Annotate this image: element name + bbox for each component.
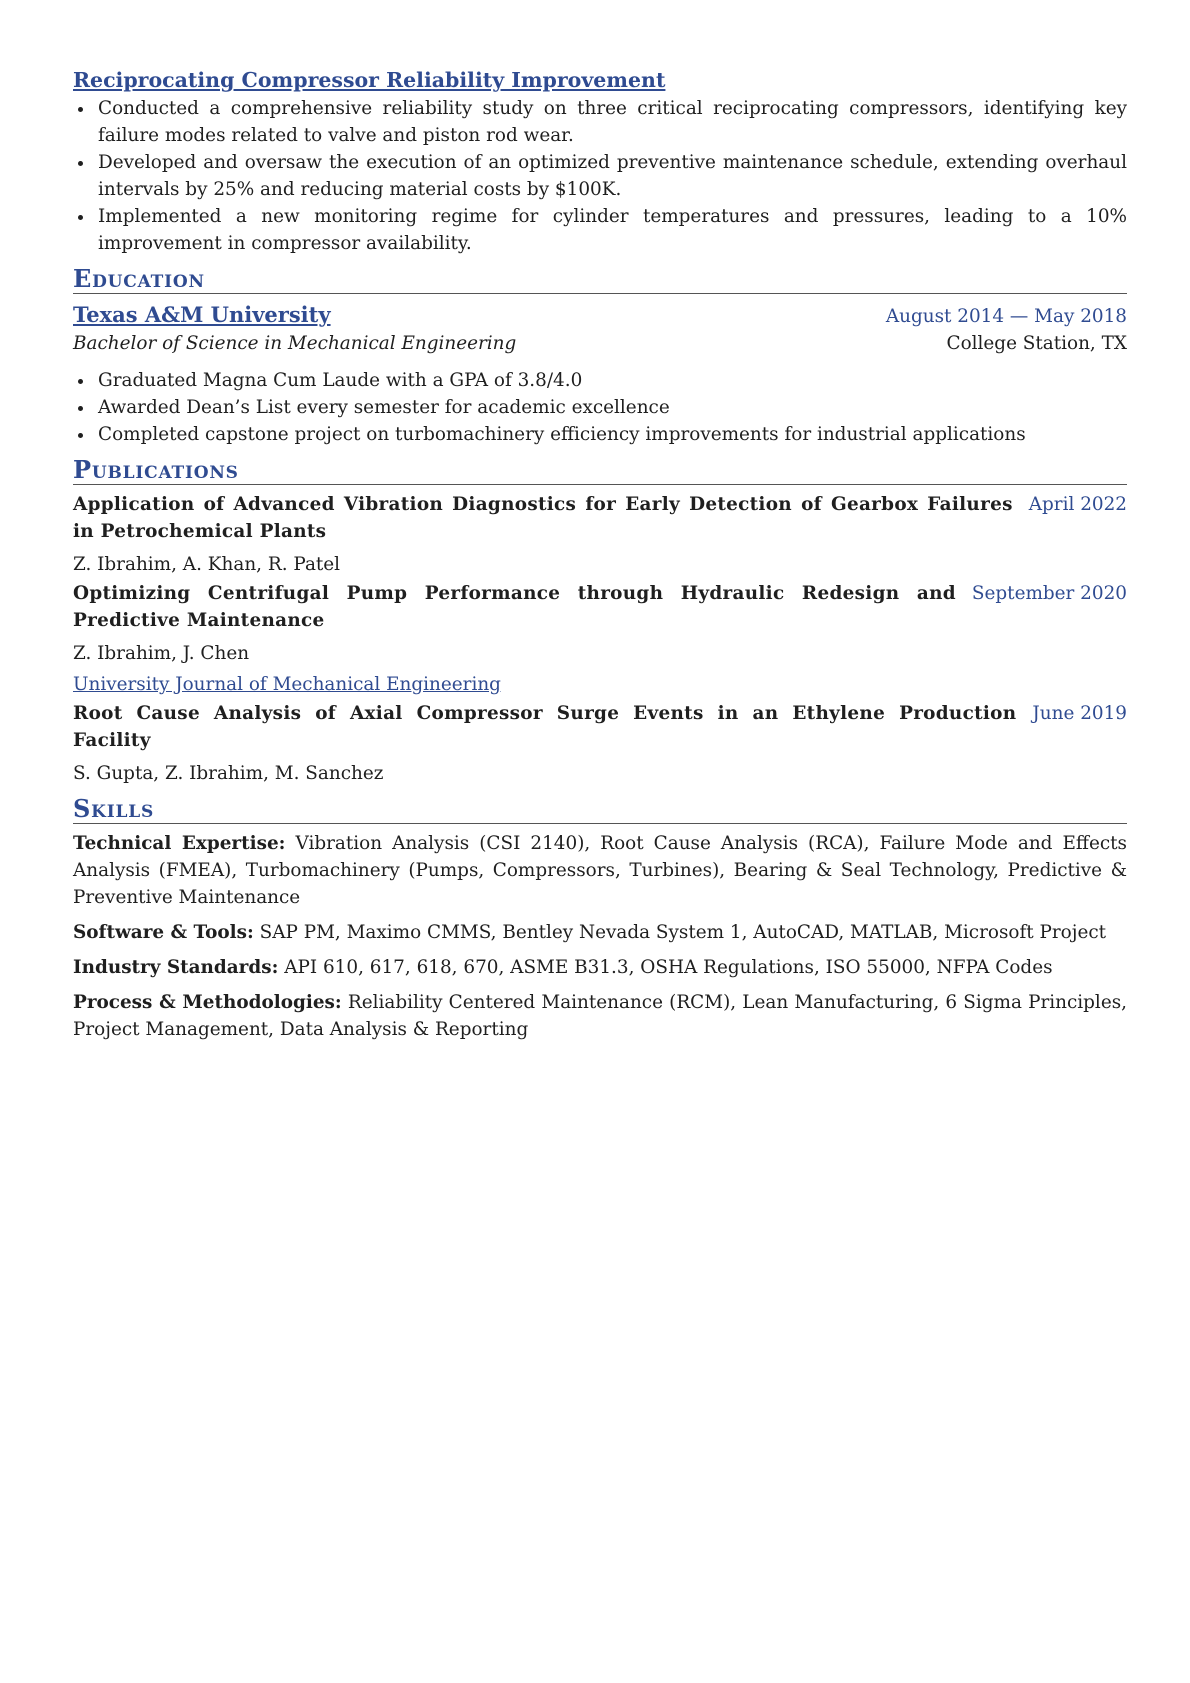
publication-entry <box>73 700 1127 787</box>
publication-venue-link[interactable]: University Journal of Mechanical Engineering <box>73 674 501 695</box>
school-name-link[interactable]: Texas A&M University <box>73 302 331 327</box>
skill-value: API 610, 617, 618, 670, ASME B31.3, OSHA Regulations, ISO 55000, NFPA Codes <box>284 957 1053 978</box>
publication-authors: Z. Ibrahim, J. Chen <box>73 643 250 664</box>
skills-list <box>73 830 1127 1043</box>
publication-date: June 2019 <box>1032 703 1127 724</box>
list-item: Completed capstone project on turbomachinery efficiency improvements for industrial applications <box>73 421 1127 448</box>
publication-title: Application of Advanced Vibration Diagnostics for Early Detection of Gearbox Failures in Petrochemical Plants <box>73 494 1013 542</box>
list-item: Awarded Dean’s List every semester for academic excellence <box>73 394 1127 421</box>
publication-title: Optimizing Centrifugal Pump Performance through Hydraulic Redesign and Predictive Maintenance <box>73 583 956 631</box>
skill-label: Software & Tools: <box>73 922 254 943</box>
education-bullets <box>73 367 1127 448</box>
education-dates: August 2014 — May 2018 <box>885 306 1127 327</box>
skill-row <box>73 919 1127 946</box>
skill-row <box>73 989 1127 1043</box>
education-entry <box>73 300 1127 448</box>
publications-list <box>73 491 1127 787</box>
publications-heading: Publications <box>73 456 1127 485</box>
skill-label: Process & Methodologies: <box>73 992 342 1013</box>
skill-row <box>73 954 1127 981</box>
list-item: Graduated Magna Cum Laude with a GPA of 3.8/4.0 <box>73 367 1127 394</box>
skills-heading: Skills <box>73 795 1127 824</box>
skill-value: Reliability Centered Maintenance (RCM), Lean Manufacturing, 6 Sigma Principles, Project Management, Data Analysis & Reporting <box>73 992 1127 1040</box>
education-location: College Station, TX <box>946 333 1127 354</box>
project-entry <box>73 66 1127 257</box>
list-item: Conducted a comprehensive reliability study on three critical reciprocating compressors, identifying key failure modes related to valve and piston rod wear. <box>73 95 1127 149</box>
skill-label: Technical Expertise: <box>73 833 286 854</box>
skill-row <box>73 830 1127 911</box>
project-bullets <box>73 95 1127 257</box>
publication-authors: Z. Ibrahim, A. Khan, R. Patel <box>73 554 341 575</box>
resume-page <box>73 66 1127 1043</box>
skill-label: Industry Standards: <box>73 957 279 978</box>
skill-value: SAP PM, Maximo CMMS, Bentley Nevada System 1, AutoCAD, MATLAB, Microsoft Project <box>259 922 1107 943</box>
publication-entry <box>73 491 1127 578</box>
list-item: Implemented a new monitoring regime for cylinder temperatures and pressures, leading to a 10% improvement in compressor availability. <box>73 203 1127 257</box>
project-title-link[interactable]: Reciprocating Compressor Reliability Improvement <box>73 68 666 92</box>
publication-authors: S. Gupta, Z. Ibrahim, M. Sanchez <box>73 763 384 784</box>
publication-title: Root Cause Analysis of Axial Compressor Surge Events in an Ethylene Production Facility <box>73 703 1017 751</box>
publication-date: April 2022 <box>1028 494 1127 515</box>
education-heading: Education <box>73 265 1127 294</box>
list-item: Developed and oversaw the execution of an optimized preventive maintenance schedule, extending overhaul intervals by 25% and reducing material costs by $100K. <box>73 149 1127 203</box>
degree: Bachelor of Science in Mechanical Engineering <box>73 333 517 354</box>
publication-entry <box>73 580 1127 698</box>
publication-date: September 2020 <box>971 583 1127 604</box>
skill-value: Vibration Analysis (CSI 2140), Root Cause Analysis (RCA), Failure Mode and Effects Analysis (FMEA), Turbomachinery (Pumps, Compressors, Turbines), Bearing & Seal Technology, Predictive & Preventive Maintenance <box>73 833 1127 908</box>
